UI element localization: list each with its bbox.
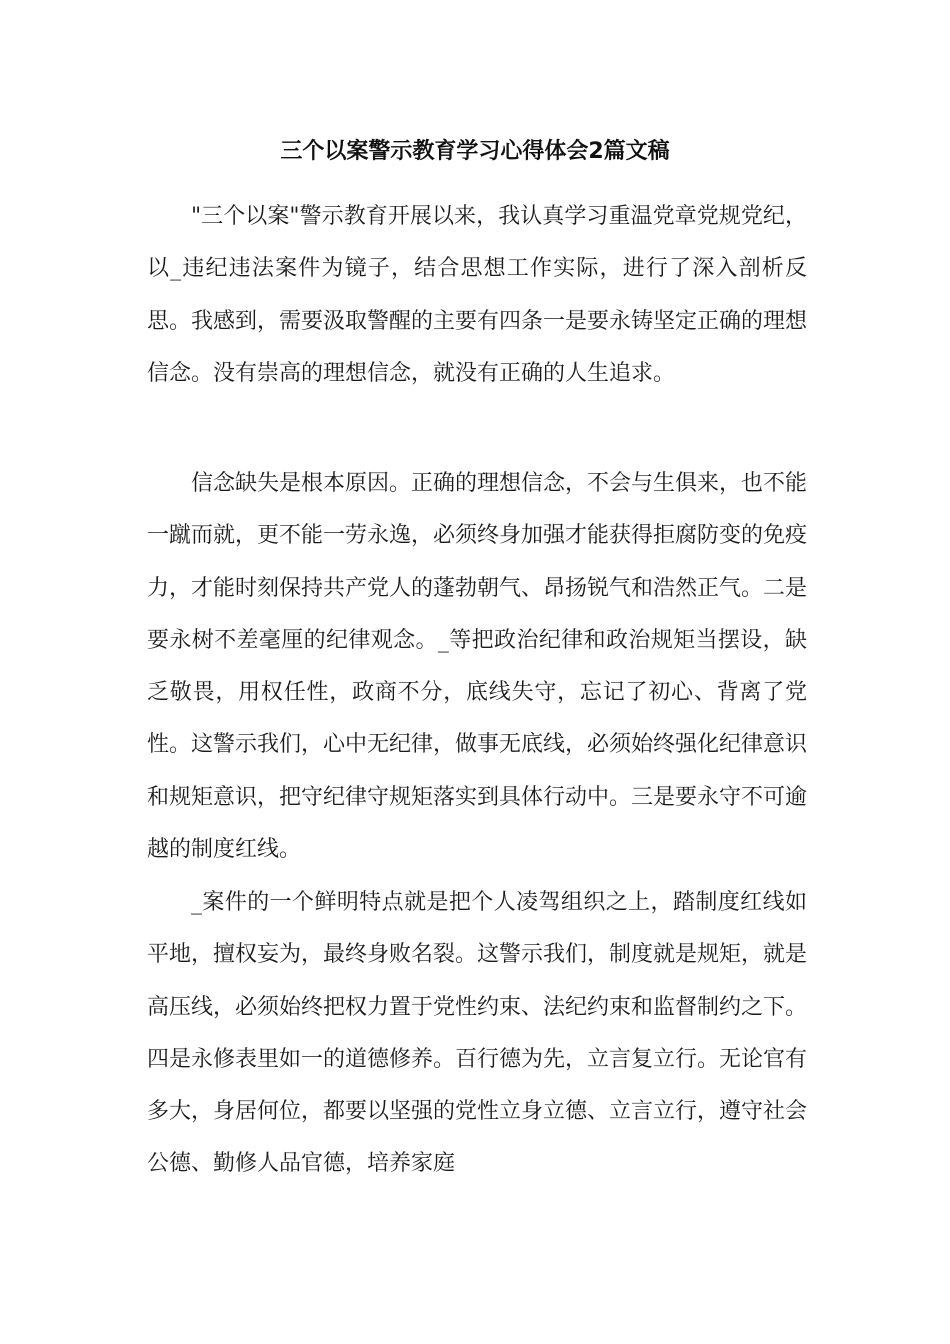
paragraph-1: "三个以案"警示教育开展以来，我认真学习重温党章党规党纪，以_违纪违法案件为镜子，结合思想工作实际，进行了深入剖析反思。我感到，需要汲取警醒的主要有四条一是要永铸坚定正确的理想信念。没有崇高的理想信念，就没有正确的人生追求。: [147, 204, 808, 386]
document-title: 三个以案警示教育学习心得体会2篇文稿: [280, 139, 670, 164]
paragraph-3: _案件的一个鲜明特点就是把个人凌驾组织之上，踏制度红线如平地，擅权妄为，最终身败名裂。这警示我们，制度就是规矩，就是高压线，必须始终把权力置于党性约束、法纪约束和监督制约之下。四是永修表里如一的道德修养。百行德为先，立言复立行。无论官有多大，身居何位，都要以坚强的党性立身立德、立言立行，遵守社会公德、勤修人品官德，培养家庭: [147, 890, 808, 1177]
paragraph-2: 信念缺失是根本原因。正确的理想信念，不会与生俱来，也不能一蹴而就，更不能一劳永逸，必须终身加强才能获得拒腐防变的免疫力，才能时刻保持共产党人的蓬勃朝气、昂扬锐气和浩然正气。二是要永树不差毫厘的纪律观念。_等把政治纪律和政治规矩当摆设，缺乏敬畏，用权任性，政商不分，底线失守，忘记了初心、背离了党性。这警示我们，心中无纪律，做事无底线，必须始终强化纪律意识和规矩意识，把守纪律守规矩落实到具体行动中。三是要永守不可逾越的制度红线。: [147, 471, 808, 863]
